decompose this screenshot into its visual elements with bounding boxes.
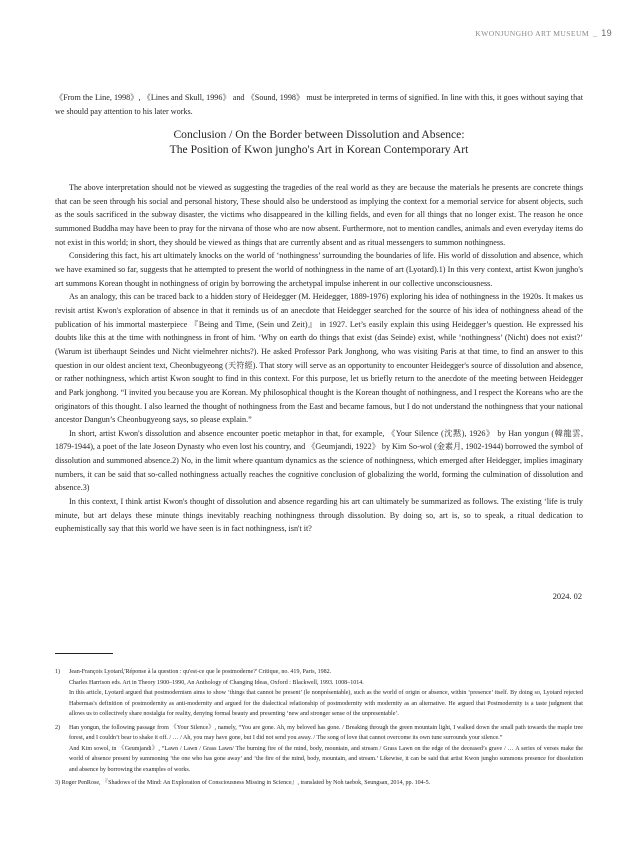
- section-title-line-1: Conclusion / On the Border between Dissolution and Absence:: [173, 128, 465, 141]
- footnote-3: [55, 778, 583, 789]
- header-separator: _: [592, 29, 598, 38]
- footnote-line: Charles Harrison eds. Art in Theory 1900–1990, An Anthology of Changing Ideas, Oxford : Blackwell, 1993. 1008–1014.: [69, 679, 364, 686]
- essay-date: 2024. 02: [552, 592, 582, 601]
- body-paragraph: As an analogy, this can be traced back to a hidden story of Heidegger (M. Heidegger, 1889-1976) exploring his idea of nothingness in the 1920s. It makes us revisit artist Kwon's exploration of absence in that it reminds us of an anecdote that Heidegger searched for the source of his idea of nothingness ahead of the publication of his immortal masterpiece 『Being and Time, (Sein und Zeit)』 in 1927. Let’s easily explain this using Heidegger’s question. He expressed his doubts like this at the time with nothingness in front of him. ‘Why on earth do things that exist (das Seinde) exist, while ‘nothingness’ (Nicht) does not exist?’ (Warum ist überhaupt Seindes und Nicht vielmehrer nichts?). He asked Professor Park Jonghong, who was visiting Paris at that time, to find an answer to this question in our oldest ancient text, Cheonbugyeong (天符經). That story will serve as an opportunity to encounter Heidegger's source of dissolution and absence, or rather nothingness, which artist Kwon sought to find in this context. For this purpose, let us briefly return to the anecdote of the meeting between Heidegger and Park jonghong. “I invited you because you are Korean. My philosophical thought is the Korean thought of nothingness, and I respect the Koreans who are the originators of this thought. I also learned the thought of nothingness from the East and became famous, but I do not understand the nothingness that your national ancestor Dangun’s Cheonbugyeong says, so please explain.”: [55, 292, 583, 425]
- footnote-line: Han yongun, the following passage from 《Your Silence》, namely, “You are gone. Ah, my beloved has gone. / Breaking through the green mountain light, I walked down the small path towards the maple tree forest, and I couldn’t bear to shake it off. / … / Ah, you may have gone, but I did not send you away. / The song of love that cannot overcome its own tune surrounds your silence.”: [69, 724, 583, 741]
- body-paragraph: Considering this fact, his art ultimately knocks on the world of ‘nothingness’ surrounding the boundaries of life. His world of dissolution and absence, which we have examined so far, suggests that he attempted to present the world of nothingness in the name of art (Lyotard).1) In this very context, artist Kwon jungho's art summons Korean thought in nothingness of origin by borrowing the archetypal impulse inherent in our collective unconsciousness.: [55, 251, 583, 288]
- footnote-line: And Kim sowol, in 《Geumjandi》, “Lawn / Lawn / Grass Lawn/ The burning fire of the mind, body, mountain, and stream / Grass Lawn on the edge of the deceased’s grave / … A series of verses make the world of absence present by summoning ‘the one who has gone away’ and ‘the fire of the mind, body, mountain, and stream.’ Likewise, it can be said that artist Kwon jungho summons presence for dissolution and absence by borrowing the examples of works.: [69, 745, 583, 773]
- body-paragraph: The above interpretation should not be viewed as suggesting the tragedies of the real world as they are because the materials he presents are concrete things that can be seen through his social and personal history, These should also be understood as implying the context for a memorial service for absent objects, such as the souls sacrificed in the subway disaster, the victims who disappeared in the killing fields, and even for all things that no longer exist. The reason he once summoned Buddha may have been to pray for the nirvana of those who are now absent. Furthermore, not to mention candles, animals and even everyday items do not exist in this world; in short, they should be viewed as things that are currently absent and as ritual messengers to summon nothingness.: [55, 183, 583, 247]
- section-title-line-2: The Position of Kwon jungho's Art in Korean Contemporary Art: [169, 143, 469, 156]
- publication-name: KWONJUNGHO ART MUSEUM: [475, 29, 589, 38]
- page-number: 19: [601, 28, 612, 38]
- footnotes: [55, 667, 583, 792]
- footnote-number: 1): [55, 669, 61, 675]
- running-header: [475, 28, 612, 38]
- body-paragraph: In short, artist Kwon's dissolution and absence encounter poetic metaphor in that, for example, 《Your Silence (沈黙), 1926》 by Han yongun (韓龍雲, 1879-1944), a poet of the late Joseon Dynasty who even lost his country, and 《Geumjandi, 1922》 by Kim So-wol (金素月, 1902-1944) borrowed the symbol of dissolution and summoned absence.2) No, in the limit where quantum dynamics as the science of nothingness, which emerged after Heidegger, implies imaginary numbers, it can be said that so-called nothingness actually reaches the cognitive conclusion of globalizing the world, forming the culmination of dissolution and absence.3): [55, 428, 583, 493]
- footnote-number: 2): [55, 724, 61, 731]
- body-paragraph: In this context, I think artist Kwon's thought of dissolution and absence regarding his art can ultimately be summarized as follows. The existing ‘life is truly minute, but art delays these minute things inevitably reaching nothingness through dissolution. By doing so, art is, so to speak, a ritual dedication to euphemistically say that this world we have seen is in fact nothingness, isn't it?: [55, 497, 583, 534]
- footnote-line: Jean-François Lyotard,'Réponse à la question : qu'est-ce que le postmoderne?' Critique, no. 419, Paris, 1982.: [69, 669, 332, 675]
- footnote-line: [55, 778, 583, 789]
- footnote-number: 3): [55, 780, 61, 786]
- footnote-2: [55, 723, 583, 776]
- footnote-1: [55, 667, 583, 720]
- intro-section: [55, 91, 583, 118]
- footnote-text: Roger PenRose, 『Shadows of the Mind: An Exploration of Consciousness Missing in Science』, translated by Noh taebok, Seungsan, 2014, pp. 104-5.: [61, 780, 431, 786]
- footnote-divider: [55, 653, 113, 654]
- main-body: [55, 181, 583, 536]
- intro-paragraph: 《From the Line, 1998》, 《Lines and Skull, 1996》 and 《Sound, 1998》 must be interpreted in terms of signified. In line with this, it goes without saying that we should pay attention to his later works.: [55, 93, 583, 116]
- section-heading: [55, 127, 583, 157]
- footnote-line: In this article, Lyotard argued that postmodernism aims to show ‘things that cannot be present’ (le nonprésentable), such as the world of origin or absence, within ‘presence’ itself. By doing so, Lyotard rejected Habermas's definition of postmodernity as anti-modernity and argued for the dialectical relationship of postmodernity with modernity as an alternative. He argued that Postmodernity is a taste judgment that allows us to collectively share nostalgia for reality, denying formal beauty and presenting ‘new and stronger sense of the unpresentable’.: [69, 690, 583, 717]
